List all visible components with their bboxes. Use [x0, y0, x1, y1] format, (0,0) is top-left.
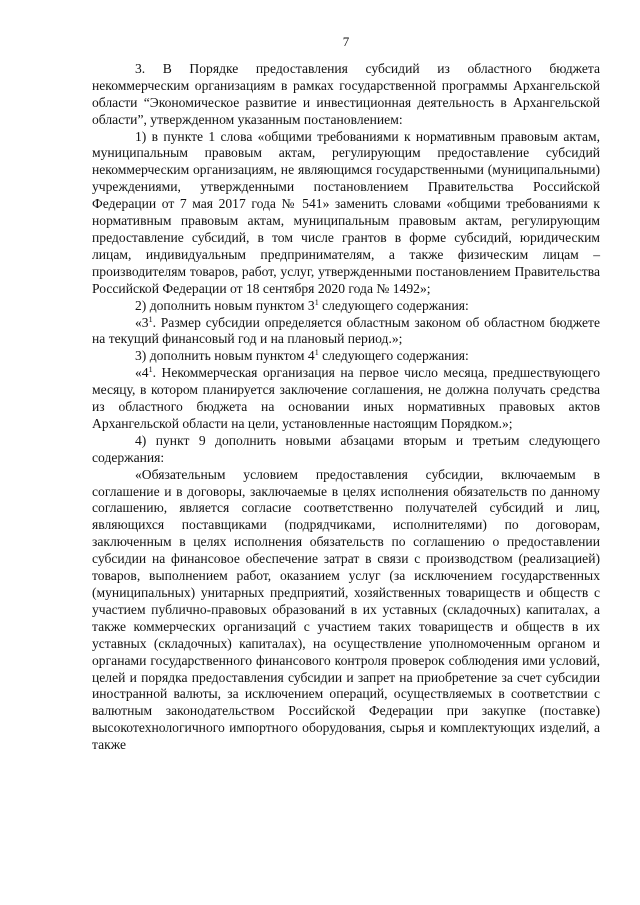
- subitem-2-text-end: следующего содержания:: [318, 297, 469, 313]
- paragraph-subitem-3: [92, 348, 600, 365]
- paragraph-subitem-2: [92, 298, 600, 315]
- quoted-paragraph: «Обязательным условием предоставления субсидии, включаемым в соглашение и в договоры, заключаемые в целях исполнения обязательств по данному соглашению, является согласие соответственно получателей субсидий и лиц, являющихся поставщиками (подрядчиками, исполнителями) по договорам, заключенным в целях исполнения обязательств по соглашению о предоставлении субсидии на финансовое обеспечение затрат в связи с производством (реализацией) товаров, выполнением работ, оказанием услуг (за исключением государственных (муниципальных) унитарных предприятий, хозяйственных товариществ и обществ с участием публично-правовых образований в их уставных (складочных) капиталах, а также коммерческих организаций с участием таких товариществ и обществ в их уставных (складочных) капиталах), на осуществление уполномоченным органом и органами государственного финансового контроля проверок соблюдения ими условий, целей и порядка предоставления субсидии и запрет на приобретение за счет субсидии иностранной валюты, за исключением операций, осуществляемых в соответствии с валютным законодательством Российской Федерации при закупке (поставке) высокотехнологичного импортного оборудования, сырья и комплектующих изделий, а также: [92, 466, 600, 753]
- paragraph-subitem-4: 4) пункт 9 дополнить новыми абзацами вторым и третьим следующего содержания:: [92, 432, 600, 465]
- superscript: 1: [314, 348, 319, 358]
- quote-point-number: «4: [135, 365, 149, 381]
- superscript: 1: [314, 297, 319, 307]
- subitem-2-text: 2) дополнить новым пунктом 3: [135, 297, 315, 313]
- quoted-point-3-1: [92, 315, 600, 349]
- subitem-3-text-end: следующего содержания:: [318, 348, 469, 364]
- quote-text: . Некоммерческая организация на первое число месяца, предшествующего месяцу, в котором планируется заключение соглашения, не должна получать средства из областного бюджета на основании иных нормативных правовых актов Архангельской области на цели, установленные настоящим Порядком.»;: [92, 365, 600, 431]
- superscript: 1: [148, 365, 153, 375]
- superscript: 1: [148, 314, 153, 324]
- quote-text: . Размер субсидии определяется областным законом об областном бюджете на текущий финансовый год и на плановый период.»;: [92, 314, 600, 347]
- quote-point-number: «3: [135, 314, 149, 330]
- quoted-point-4-1: [92, 365, 600, 433]
- paragraph-item-3: 3. В Порядке предоставления субсидий из областного бюджета некоммерческим организациям в рамках государственной программы Архангельской области “Экономическое развитие и инвестиционная деятельность в Архангельской области”, утвержденном указанным постановлением:: [92, 60, 600, 127]
- page-number: 7: [342, 34, 350, 49]
- subitem-3-text: 3) дополнить новым пунктом 4: [135, 348, 315, 364]
- paragraph-subitem-1: 1) в пункте 1 слова «общими требованиями к нормативным правовым актам, муниципальным правовым актам, регулирующим предоставление субсидий некоммерческим организациям, не являющимся государственными (муниципальными) учреждениями, утвержденными постановлением Правительства Российской Федерации от 7 мая 2017 года № 541» заменить словами «общими требованиями к нормативным правовым актам, муниципальным правовым актам, регулирующим предоставление субсидий, в том числе грантов в форме субсидий, юридическим лицам, индивидуальным предпринимателям, а также физическим лицам – производителям товаров, работ, услуг, утвержденными постановлением Правительства Российской Федерации от 18 сентября 2020 года № 1492»;: [92, 128, 600, 296]
